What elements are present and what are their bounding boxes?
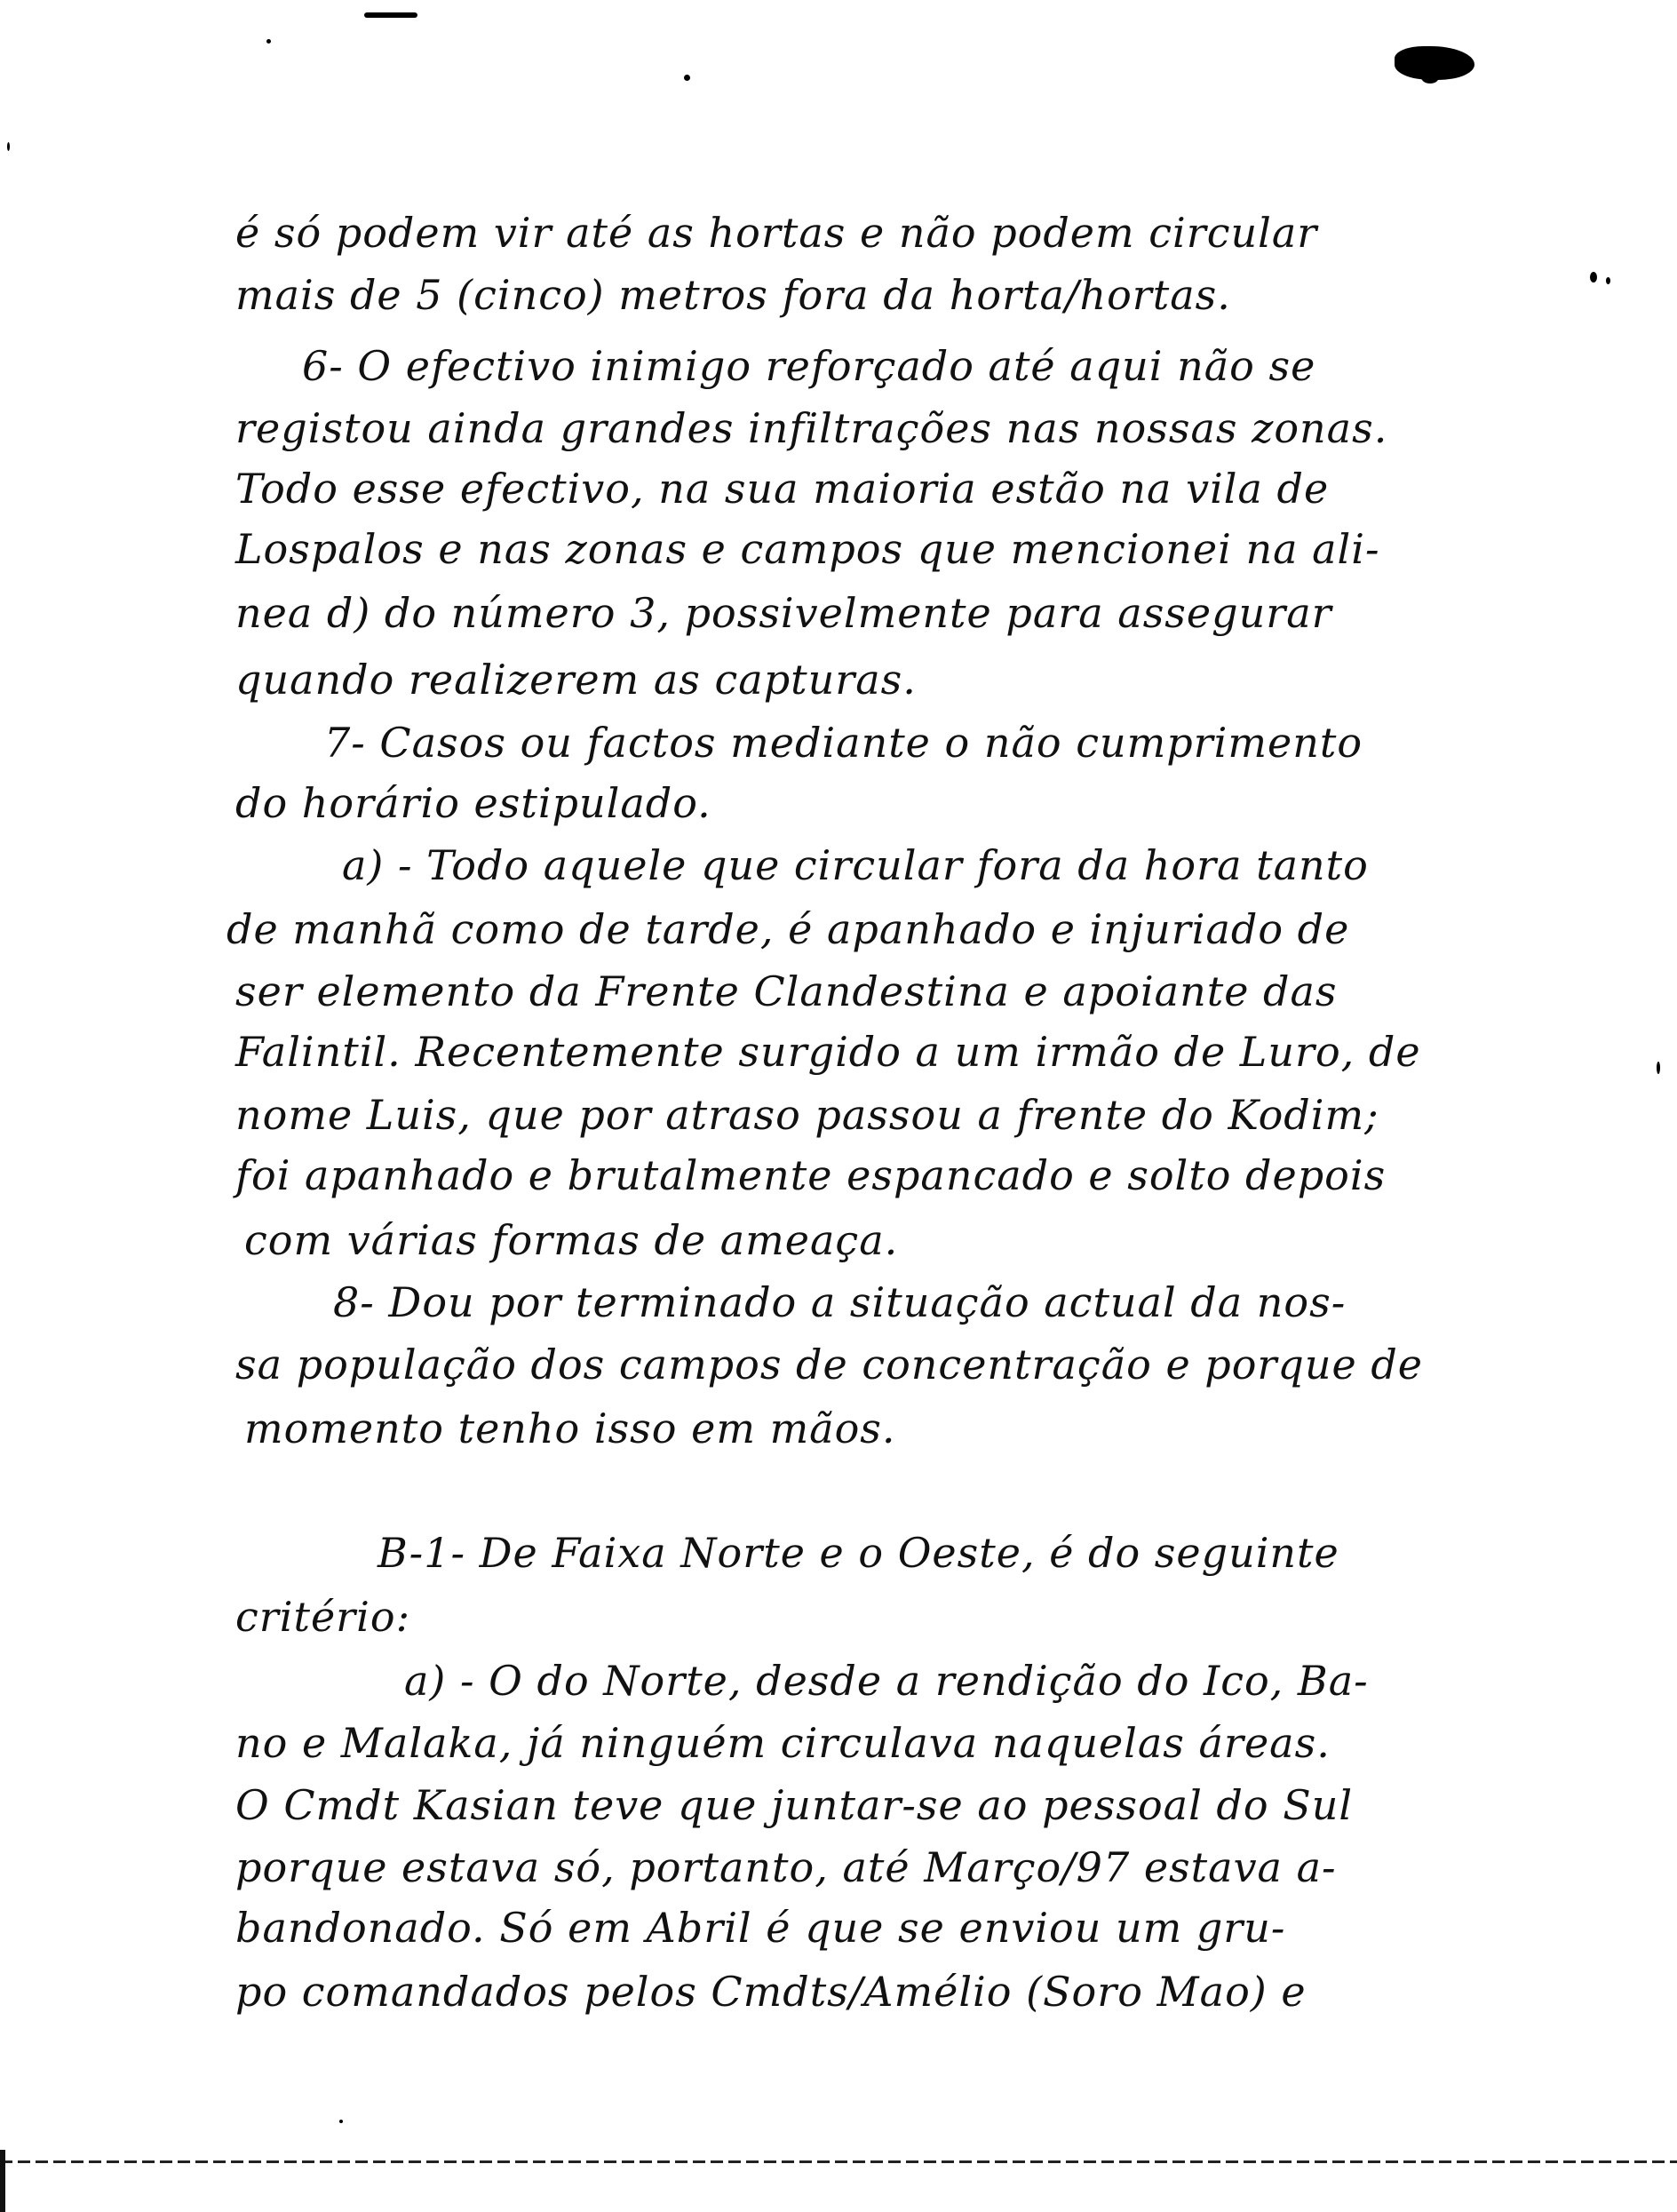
text-line: quando realizerem as capturas.: [235, 656, 917, 704]
scan-speck: [364, 12, 417, 18]
text-line: 8- Dou por terminado a situação actual da nos-: [333, 1278, 1347, 1326]
text-line: critério:: [235, 1593, 411, 1641]
text-line: sa população dos campos de concentração e porque de: [235, 1341, 1424, 1388]
scan-speck: [266, 39, 271, 44]
text-line: do horário estipulado.: [235, 779, 711, 827]
text-line: momento tenho isso em mãos.: [244, 1404, 896, 1452]
text-line: Falintil. Recentemente surgido a um irmão de Luro, de: [235, 1028, 1421, 1076]
text-line: com várias formas de ameaça.: [244, 1216, 899, 1264]
scan-speck: [339, 2120, 343, 2123]
text-line: a) - Todo aquele que circular fora da hora tanto: [342, 841, 1369, 889]
text-line: B-1- De Faixa Norte e o Oeste, é do seguinte: [378, 1529, 1339, 1577]
text-line: nea d) do número 3, possivelmente para assegurar: [235, 589, 1332, 637]
scan-edge-shadow: [0, 2150, 5, 2212]
scan-speck: [1590, 272, 1597, 282]
scan-speck: [1657, 1062, 1660, 1074]
text-line: a) - O do Norte, desde a rendição do Ico, Ba-: [404, 1657, 1369, 1705]
text-line: Todo esse efectivo, na sua maioria estão na vila de: [235, 465, 1330, 513]
page-edge-divider: [0, 2160, 1677, 2163]
text-line: mais de 5 (cinco) metros fora da horta/hortas.: [235, 271, 1231, 319]
text-line: bandonado. Só em Abril é que se enviou um gru-: [235, 1904, 1286, 1952]
text-line: registou ainda grandes infiltrações nas nossas zonas.: [235, 404, 1388, 452]
text-line: po comandados pelos Cmdts/Amélio (Soro Mao) e: [235, 1968, 1307, 2016]
text-line: é só podem vir até as hortas e não podem circular: [235, 209, 1318, 257]
text-line: nome Luis, que por atraso passou a frente do Kodim;: [235, 1091, 1379, 1139]
text-line: ser elemento da Frente Clandestina e apoiante das: [235, 967, 1338, 1015]
scan-speck: [684, 75, 690, 81]
text-line: porque estava só, portanto, até Março/97 estava a-: [235, 1843, 1337, 1891]
text-line: foi apanhado e brutalmente espancado e solto depois: [235, 1151, 1387, 1199]
text-line: de manhã como de tarde, é apanhado e injuriado de: [227, 905, 1350, 953]
text-line: Lospalos e nas zonas e campos que mencionei na ali-: [235, 525, 1380, 573]
scan-speck: [1421, 71, 1439, 84]
text-line: 7- Casos ou factos mediante o não cumprimento: [324, 719, 1363, 767]
scan-speck: [1606, 277, 1610, 284]
text-line: O Cmdt Kasian teve que juntar-se ao pessoal do Sul: [235, 1781, 1354, 1829]
text-line: 6- O efectivo inimigo reforçado até aqui não se: [302, 342, 1316, 390]
scan-speck: [7, 142, 10, 151]
text-line: no e Malaka, já ninguém circulava naquelas áreas.: [235, 1719, 1331, 1767]
